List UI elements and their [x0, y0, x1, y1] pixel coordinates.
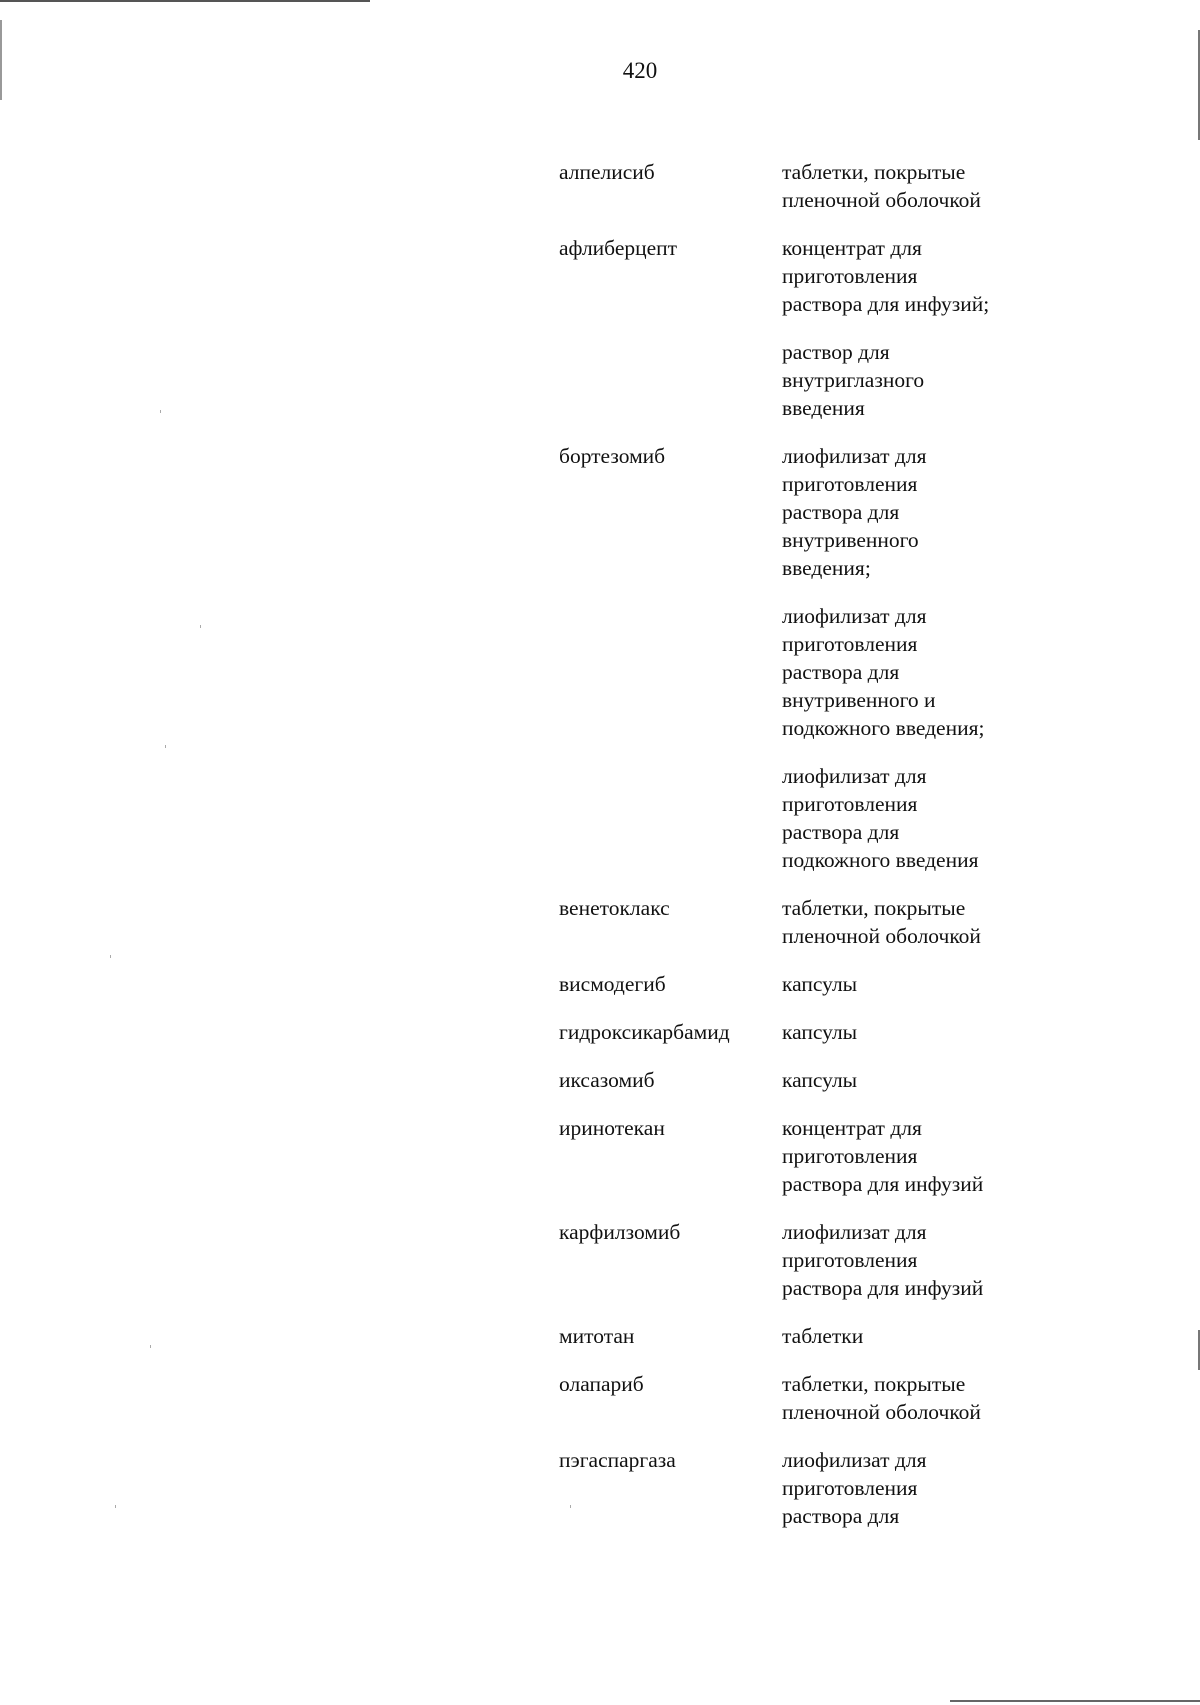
drug-entry: [559, 158, 1039, 214]
dosage-form: таблетки, покрытые пленочной оболочкой: [782, 1372, 981, 1424]
dosage-form: таблетки: [782, 1324, 864, 1348]
drug-name: олапариб: [559, 1372, 644, 1396]
dosage-forms: [782, 1322, 1039, 1350]
scan-speck: [110, 955, 111, 958]
drug-name: митотан: [559, 1324, 635, 1348]
drug-name: бортезомиб: [559, 444, 666, 468]
dosage-form: капсулы: [782, 1020, 858, 1044]
drug-entry: [559, 1066, 1039, 1094]
dosage-form: концентрат для приготовления раствора для инфузий: [782, 1116, 984, 1196]
dosage-form: таблетки, покрытые пленочной оболочкой: [782, 896, 981, 948]
drug-entry: [559, 1322, 1039, 1350]
dosage-form: лиофилизат для приготовления раствора для внутривенного и подкожного введения;: [782, 604, 985, 740]
dosage-forms: [782, 442, 1039, 874]
page-number: 420: [622, 58, 658, 83]
drug-entry: [559, 894, 1039, 950]
dosage-forms: [782, 970, 1039, 998]
scan-artifact-bottom-line: [950, 1700, 1200, 1702]
dosage-form: лиофилизат для приготовления раствора для подкожного введения: [782, 764, 979, 872]
scan-artifact-top-line: [0, 0, 370, 2]
drug-name: алпелисиб: [559, 160, 655, 184]
scan-speck: [150, 1345, 151, 1348]
drug-entry: [559, 1370, 1039, 1426]
dosage-form: лиофилизат для приготовления раствора для внутривенного введения;: [782, 444, 927, 580]
drug-entry: [559, 1018, 1039, 1046]
scan-speck: [200, 625, 201, 628]
dosage-form: лиофилизат для приготовления раствора для инфузий: [782, 1220, 984, 1300]
drug-name: иринотекан: [559, 1116, 665, 1140]
dosage-form: капсулы: [782, 1068, 858, 1092]
drug-name: гидроксикарбамид: [559, 1020, 730, 1044]
dosage-forms: [782, 1018, 1039, 1046]
drug-entry: [559, 1446, 1039, 1530]
drug-name: афлиберцепт: [559, 236, 678, 260]
dosage-form: концентрат для приготовления раствора для инфузий;: [782, 236, 990, 316]
dosage-forms: [782, 894, 1039, 950]
drug-name: венетоклакс: [559, 896, 670, 920]
scan-speck: [160, 410, 161, 413]
drug-entry: [559, 1218, 1039, 1302]
dosage-forms: [782, 1370, 1039, 1426]
dosage-form: таблетки, покрытые пленочной оболочкой: [782, 160, 981, 212]
dosage-forms: [782, 1446, 1039, 1530]
drug-entry: [559, 1114, 1039, 1198]
dosage-form: капсулы: [782, 972, 858, 996]
drug-name: пэгаспаргаза: [559, 1448, 676, 1472]
drug-name: висмодегиб: [559, 972, 666, 996]
drug-entry: [559, 234, 1039, 422]
dosage-forms: [782, 234, 1039, 422]
drug-entry: [559, 442, 1039, 874]
drug-entry: [559, 970, 1039, 998]
drug-name: иксазомиб: [559, 1068, 655, 1092]
dosage-form: лиофилизат для приготовления раствора для: [782, 1448, 927, 1528]
dosage-forms: [782, 1114, 1039, 1198]
drug-list: [559, 158, 1039, 1550]
dosage-forms: [782, 158, 1039, 214]
scan-speck: [165, 745, 166, 748]
dosage-forms: [782, 1218, 1039, 1302]
dosage-form: раствор для внутриглазного введения: [782, 340, 925, 420]
dosage-forms: [782, 1066, 1039, 1094]
drug-name: карфилзомиб: [559, 1220, 681, 1244]
scan-speck: [115, 1505, 116, 1508]
